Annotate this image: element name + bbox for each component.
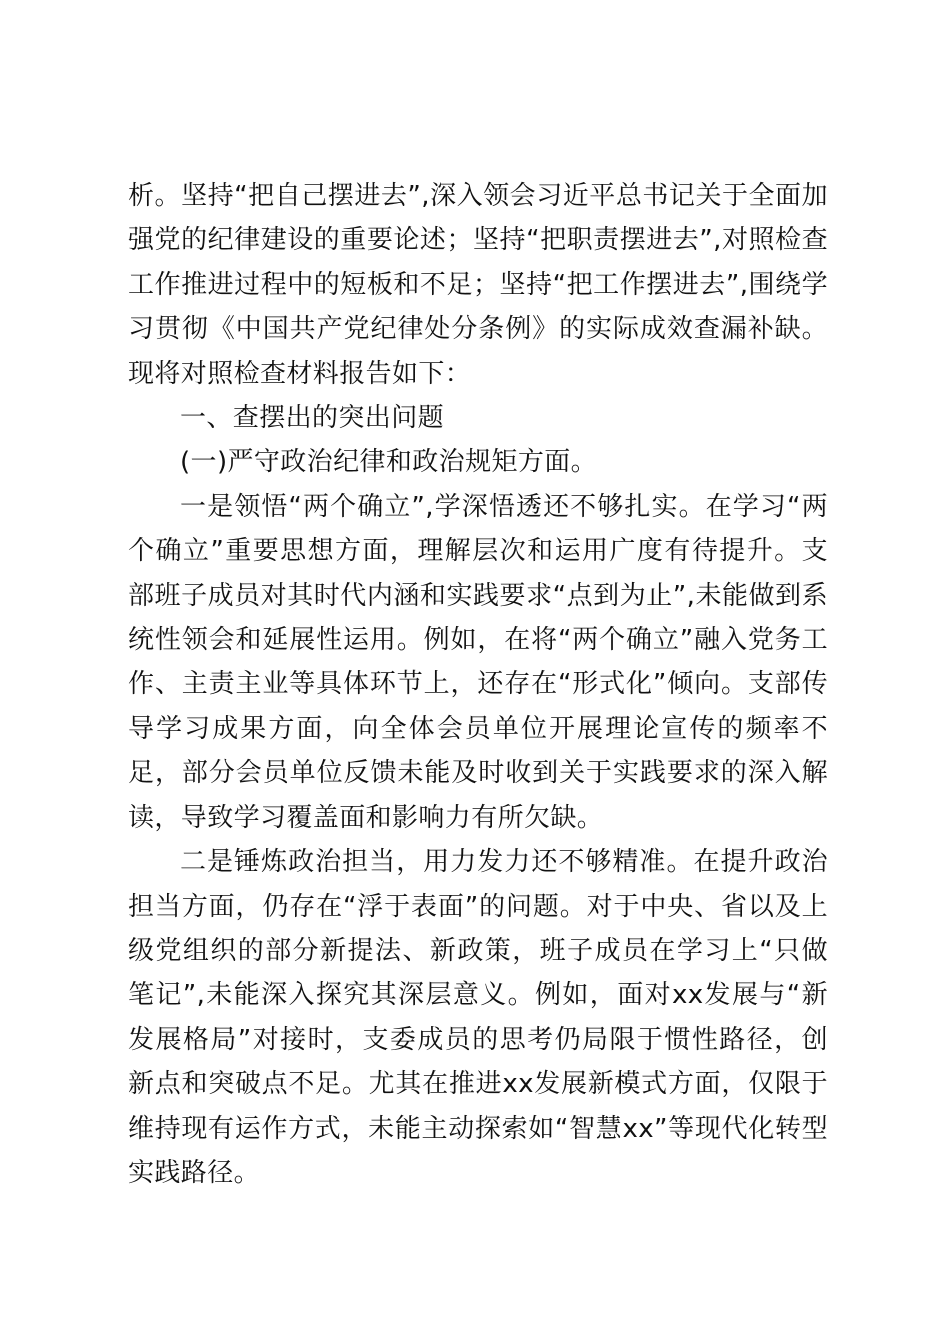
paragraph-intro-continuation: 析。坚持“把自己摆进去”,深入领会习近平总书记关于全面加强党的纪律建设的重要论述；坚持“把职责摆进去”,对照检查工作推进过程中的短板和不足；坚持“把工作摆进去”,围绕学习贯彻《中国共产党纪律处分条例》的实际成效查漏补缺。现将对照检查材料报告如下： (128, 181, 828, 389)
subsection-heading: (一)严守政治纪律和政治规矩方面。 (180, 447, 598, 478)
section-heading: 一、查摆出的突出问题 (180, 403, 445, 434)
paragraph-point-one: 一是领悟“两个确立”,学深悟透还不够扎实。在学习“两个确立”重要思想方面，理解层次和运用广度有待提升。支部班子成员对其时代内涵和实践要求“点到为止”,未能做到系统性领会和延展性运用。例如，在将“两个确立”融入党务工作、主责主业等具体环节上，还存在“形式化”倾向。支部传导学习成果方面，向全体会员单位开展理论宣传的频率不足，部分会员单位反馈未能及时收到关于实践要求的深入解读，导致学习覆盖面和影响力有所欠缺。 (128, 491, 828, 833)
document-body (128, 174, 828, 1195)
paragraph-point-two: 二是锤炼政治担当，用力发力还不够精准。在提升政治担当方面，仍存在“浮于表面”的问题。对于中央、省以及上级党组织的部分新提法、新政策，班子成员在学习上“只做笔记”,未能深入探究其深层意义。例如，面对xx发展与“新发展格局”对接时，支委成员的思考仍局限于惯性路径，创新点和突破点不足。尤其在推进xx发展新模式方面，仅限于维持现有运作方式，未能主动探索如“智慧xx”等现代化转型实践路径。 (128, 847, 828, 1188)
